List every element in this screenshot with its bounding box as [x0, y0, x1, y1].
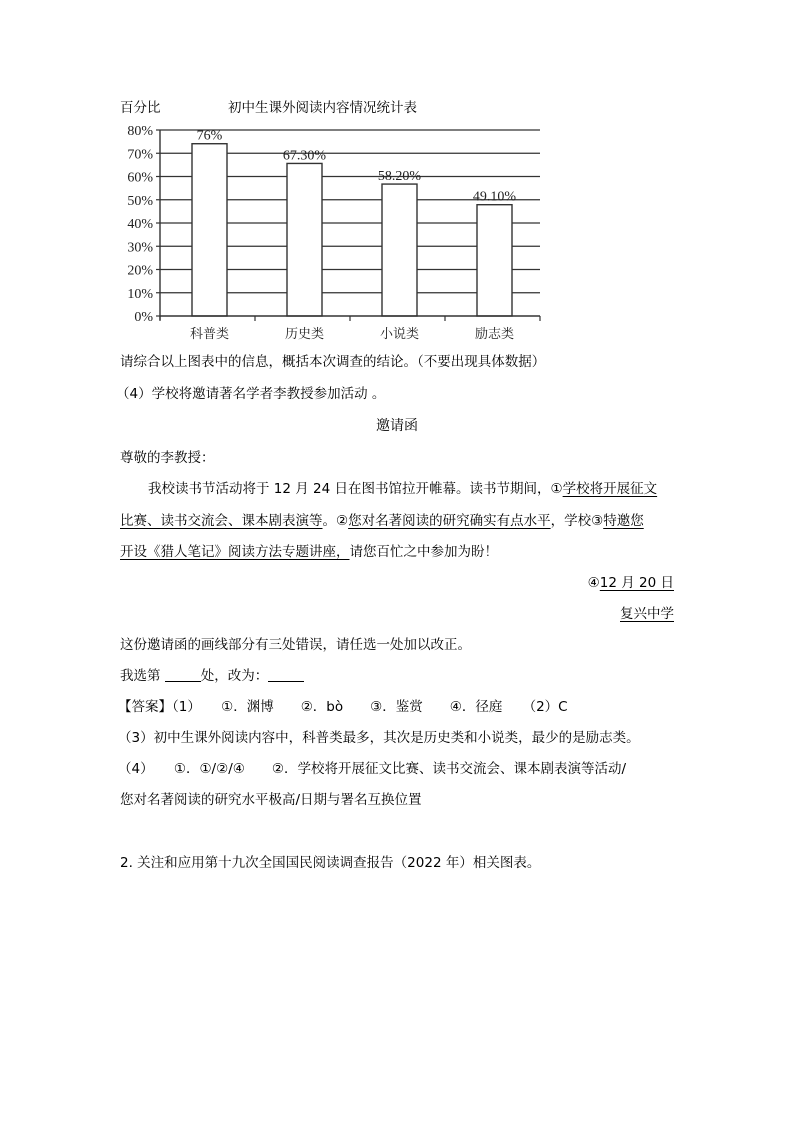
- bar-chart: [0, 0, 794, 350]
- letter-date: [588, 573, 674, 593]
- fill-mid: 处，改为：: [200, 668, 269, 684]
- answer-line-4: 您对名著阅读的研究水平极高/日期与署名互换位置: [120, 792, 422, 808]
- x-tick-label: 历史类: [284, 327, 325, 342]
- q4-prompt: 这份邀请函的画线部分有三处错误，请任选一处加以改正。: [120, 637, 471, 653]
- data-label: 76%: [196, 128, 223, 144]
- chart-bars: [192, 144, 512, 316]
- x-tick-label: 小说类: [379, 327, 420, 342]
- letter-text: ，学校③: [550, 513, 604, 529]
- bar: [192, 144, 227, 316]
- letter-title: 邀请函: [376, 418, 418, 434]
- y-tick-label: 20%: [127, 263, 153, 279]
- fill-prefix: 我选第: [120, 668, 165, 684]
- bar: [382, 184, 417, 316]
- date-mark: ④: [587, 575, 600, 591]
- x-tick-label: 励志类: [474, 327, 515, 342]
- chart-ylabel: 百分比: [120, 100, 161, 116]
- fill-in-line: [120, 666, 304, 686]
- bar: [287, 163, 322, 316]
- error-underline-2: 您对名著阅读的研究确实有点水平: [348, 513, 551, 529]
- data-label: 67.30%: [282, 148, 327, 164]
- y-tick-label: 40%: [127, 217, 153, 232]
- question-2: 2. 关注和应用第十九次全国国民阅读调查报告（2022 年）相关图表。: [120, 855, 541, 871]
- bar: [477, 205, 512, 316]
- signature-text: 复兴中学: [620, 606, 674, 622]
- chart-title: 初中生课外阅读内容情况统计表: [228, 100, 417, 116]
- y-tick-label: 0%: [134, 310, 153, 325]
- q3-prompt: 请综合以上图表中的信息，概括本次调查的结论。（不要出现具体数据）: [120, 354, 546, 370]
- blank-position: [165, 667, 201, 682]
- y-tick-label: 80%: [127, 124, 153, 139]
- letter-line-2: [120, 511, 644, 531]
- error-underline-1: 学校将开展征文: [562, 481, 658, 497]
- letter-text: 请您百忙之中参加为盼！: [349, 544, 498, 560]
- error-underline-3-cont: 开设《猎人笔记》阅读方法专题讲座，: [120, 544, 350, 560]
- letter-signature: [620, 604, 674, 624]
- letter-text: 。②: [322, 513, 349, 529]
- letter-line-3: [120, 542, 498, 562]
- y-tick-label: 70%: [127, 147, 153, 163]
- y-tick-label: 10%: [127, 286, 153, 302]
- letter-line-1: [148, 479, 657, 499]
- letter-text: 我校读书节活动将于 12 月 24 日在图书馆拉开帷幕。读书节期间，①: [148, 481, 563, 497]
- y-tick-label: 30%: [127, 240, 153, 256]
- answer-line-3: （4） ①．①/②/④ ②．学校将开展征文比赛、读书交流会、课本剧表演等活动/: [118, 761, 626, 777]
- data-label: 58.20%: [377, 169, 422, 185]
- q4-intro: （4）学校将邀请著名学者李教授参加活动 。: [116, 386, 386, 402]
- answer-line-1: 【答案】（1） ①．渊博 ②．bò ③．鉴赏 ④．径庭 （2）C: [118, 699, 568, 715]
- letter-salutation: 尊敬的李教授：: [120, 450, 215, 466]
- error-underline-4: 12 月 20 日: [599, 575, 674, 591]
- x-tick-label: 科普类: [189, 327, 230, 342]
- error-underline-3: 特邀您: [603, 513, 644, 529]
- blank-correction: [268, 667, 304, 682]
- data-label: 49.10%: [472, 189, 517, 205]
- error-underline-1-cont: 比赛、读书交流会、课本剧表演等: [120, 513, 323, 529]
- answer-line-2: （3）初中生课外阅读内容中，科普类最多，其次是历史类和小说类，最少的是励志类。: [118, 730, 640, 746]
- y-tick-label: 60%: [127, 170, 153, 186]
- y-tick-label: 50%: [127, 193, 153, 209]
